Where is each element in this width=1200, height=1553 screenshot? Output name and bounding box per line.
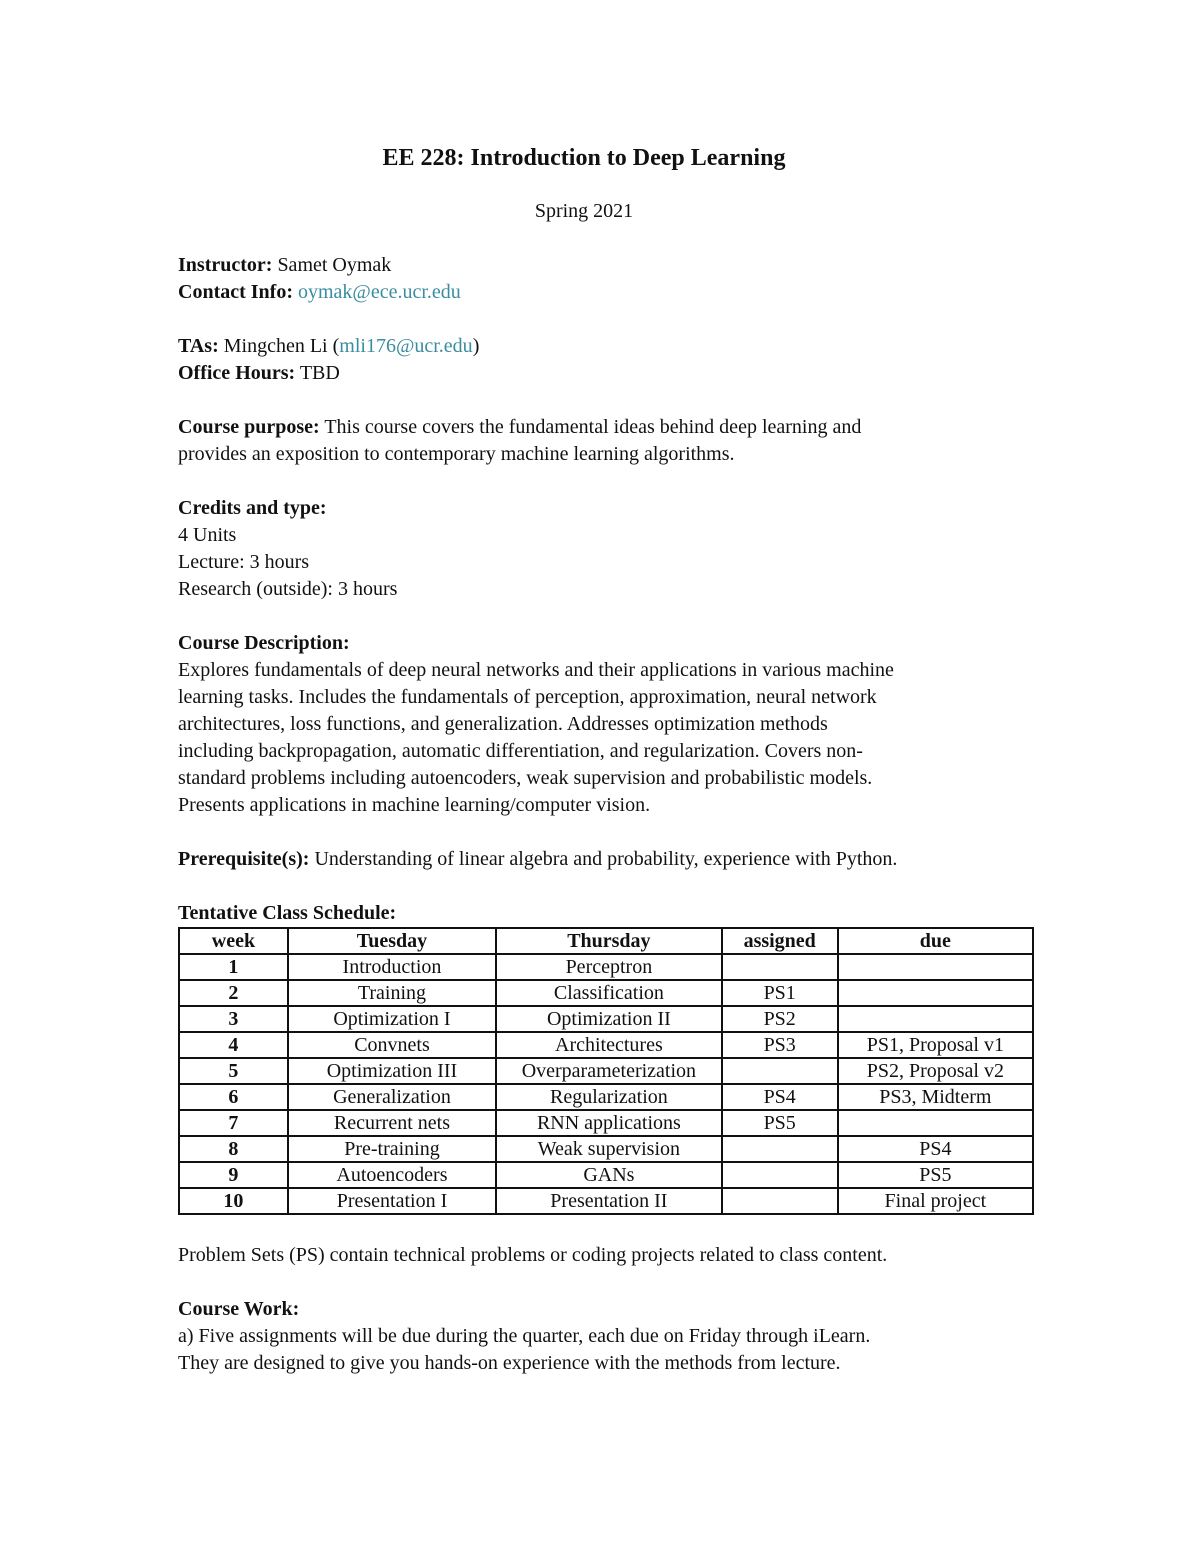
thursday-cell: Classification <box>496 980 722 1006</box>
schedule-header-row <box>179 928 1033 954</box>
week-cell: 3 <box>179 1006 288 1032</box>
table-row <box>179 1162 1033 1188</box>
syllabus-page <box>178 140 1038 1377</box>
problem-sets-note: Problem Sets (PS) contain technical problems or coding projects related to class content. <box>178 1244 888 1266</box>
description-line: including backpropagation, automatic differentiation, and regularization. Covers non- <box>178 740 863 762</box>
due-cell: PS1, Proposal v1 <box>838 1032 1033 1058</box>
tuesday-cell: Training <box>288 980 496 1006</box>
header-thursday: Thursday <box>496 928 722 954</box>
semester: Spring 2021 <box>534 200 634 222</box>
thursday-cell: Weak supervision <box>496 1136 722 1162</box>
tuesday-cell: Optimization I <box>288 1006 496 1032</box>
coursework-line-2: They are designed to give you hands-on experience with the methods from lecture. <box>178 1352 841 1374</box>
tuesday-cell: Generalization <box>288 1084 496 1110</box>
description-line: standard problems including autoencoders, weak supervision and probabilistic models. <box>178 767 873 789</box>
office-hours-line <box>178 360 1038 387</box>
week-cell: 10 <box>179 1188 288 1214</box>
due-cell <box>838 1006 1033 1032</box>
tuesday-cell: Optimization III <box>288 1058 496 1084</box>
week-cell: 7 <box>179 1110 288 1136</box>
header-tuesday: Tuesday <box>288 928 496 954</box>
week-cell: 4 <box>179 1032 288 1058</box>
schedule-label: Tentative Class Schedule: <box>178 902 397 924</box>
assigned-cell <box>722 1136 838 1162</box>
due-cell: PS2, Proposal v2 <box>838 1058 1033 1084</box>
due-cell <box>838 1110 1033 1136</box>
thursday-cell: Overparameterization <box>496 1058 722 1084</box>
instructor-email-link[interactable]: oymak@ece.ucr.edu <box>298 281 461 303</box>
thursday-cell: RNN applications <box>496 1110 722 1136</box>
schedule-table <box>178 927 1034 1215</box>
header-week: week <box>179 928 288 954</box>
week-cell: 9 <box>179 1162 288 1188</box>
purpose-line-2: provides an exposition to contemporary machine learning algorithms. <box>178 443 735 465</box>
due-cell <box>838 954 1033 980</box>
table-row <box>179 1058 1033 1084</box>
ta-close-paren: ) <box>472 335 480 357</box>
tuesday-cell: Convnets <box>288 1032 496 1058</box>
description-line: architectures, loss functions, and generalization. Addresses optimization methods <box>178 713 828 735</box>
week-cell: 5 <box>179 1058 288 1084</box>
purpose-label: Course purpose: <box>178 416 320 438</box>
assigned-cell <box>722 1188 838 1214</box>
table-row <box>179 1006 1033 1032</box>
due-cell: PS4 <box>838 1136 1033 1162</box>
coursework-label: Course Work: <box>178 1298 300 1320</box>
thursday-cell: Perceptron <box>496 954 722 980</box>
ta-line <box>178 333 1038 360</box>
table-row <box>179 1110 1033 1136</box>
description-line: Presents applications in machine learning/computer vision. <box>178 794 651 816</box>
ta-name: Mingchen Li ( <box>223 335 340 357</box>
purpose-line-1 <box>178 414 1038 441</box>
tuesday-cell: Autoencoders <box>288 1162 496 1188</box>
thursday-cell: GANs <box>496 1162 722 1188</box>
due-cell: PS3, Midterm <box>838 1084 1033 1110</box>
assigned-cell: PS4 <box>722 1084 838 1110</box>
thursday-cell: Presentation II <box>496 1188 722 1214</box>
description-line: Explores fundamentals of deep neural networks and their applications in various machine <box>178 659 894 681</box>
week-cell: 1 <box>179 954 288 980</box>
office-hours-label: Office Hours: <box>178 362 296 384</box>
credits-research: Research (outside): 3 hours <box>178 578 398 600</box>
office-hours-value: TBD <box>299 362 340 384</box>
table-row <box>179 980 1033 1006</box>
table-row <box>179 1188 1033 1214</box>
assigned-cell: PS5 <box>722 1110 838 1136</box>
assigned-cell <box>722 1058 838 1084</box>
header-assigned: assigned <box>722 928 838 954</box>
course-title: EE 228: Introduction to Deep Learning <box>382 145 786 171</box>
table-row <box>179 1136 1033 1162</box>
assigned-cell: PS2 <box>722 1006 838 1032</box>
week-cell: 6 <box>179 1084 288 1110</box>
prerequisites-label: Prerequisite(s): <box>178 848 310 870</box>
ta-email-link[interactable]: mli176@ucr.edu <box>339 335 473 357</box>
description-line: learning tasks. Includes the fundamentals of perception, approximation, neural network <box>178 686 877 708</box>
header-due: due <box>838 928 1033 954</box>
tuesday-cell: Recurrent nets <box>288 1110 496 1136</box>
table-row <box>179 954 1033 980</box>
contact-line <box>178 279 1038 306</box>
thursday-cell: Regularization <box>496 1084 722 1110</box>
due-cell: PS5 <box>838 1162 1033 1188</box>
table-row <box>179 1032 1033 1058</box>
thursday-cell: Optimization II <box>496 1006 722 1032</box>
week-cell: 8 <box>179 1136 288 1162</box>
week-cell: 2 <box>179 980 288 1006</box>
description-label: Course Description: <box>178 632 350 654</box>
contact-label: Contact Info: <box>178 281 293 303</box>
instructor-name: Samet Oymak <box>277 254 392 276</box>
tuesday-cell: Presentation I <box>288 1188 496 1214</box>
tuesday-cell: Introduction <box>288 954 496 980</box>
assigned-cell: PS3 <box>722 1032 838 1058</box>
instructor-line <box>178 252 1038 279</box>
due-cell <box>838 980 1033 1006</box>
credits-lecture: Lecture: 3 hours <box>178 551 310 573</box>
assigned-cell: PS1 <box>722 980 838 1006</box>
instructor-label: Instructor: <box>178 254 273 276</box>
assigned-cell <box>722 954 838 980</box>
assigned-cell <box>722 1162 838 1188</box>
prerequisites-text: Understanding of linear algebra and probability, experience with Python. <box>314 848 898 870</box>
prerequisites-line <box>178 846 1038 873</box>
credits-units: 4 Units <box>178 524 237 546</box>
thursday-cell: Architectures <box>496 1032 722 1058</box>
table-row <box>179 1084 1033 1110</box>
coursework-line-1: a) Five assignments will be due during the quarter, each due on Friday through iLearn. <box>178 1325 871 1347</box>
purpose-text-1: This course covers the fundamental ideas behind deep learning and <box>324 416 862 438</box>
tuesday-cell: Pre-training <box>288 1136 496 1162</box>
due-cell: Final project <box>838 1188 1033 1214</box>
credits-label: Credits and type: <box>178 497 327 519</box>
ta-label: TAs: <box>178 335 219 357</box>
